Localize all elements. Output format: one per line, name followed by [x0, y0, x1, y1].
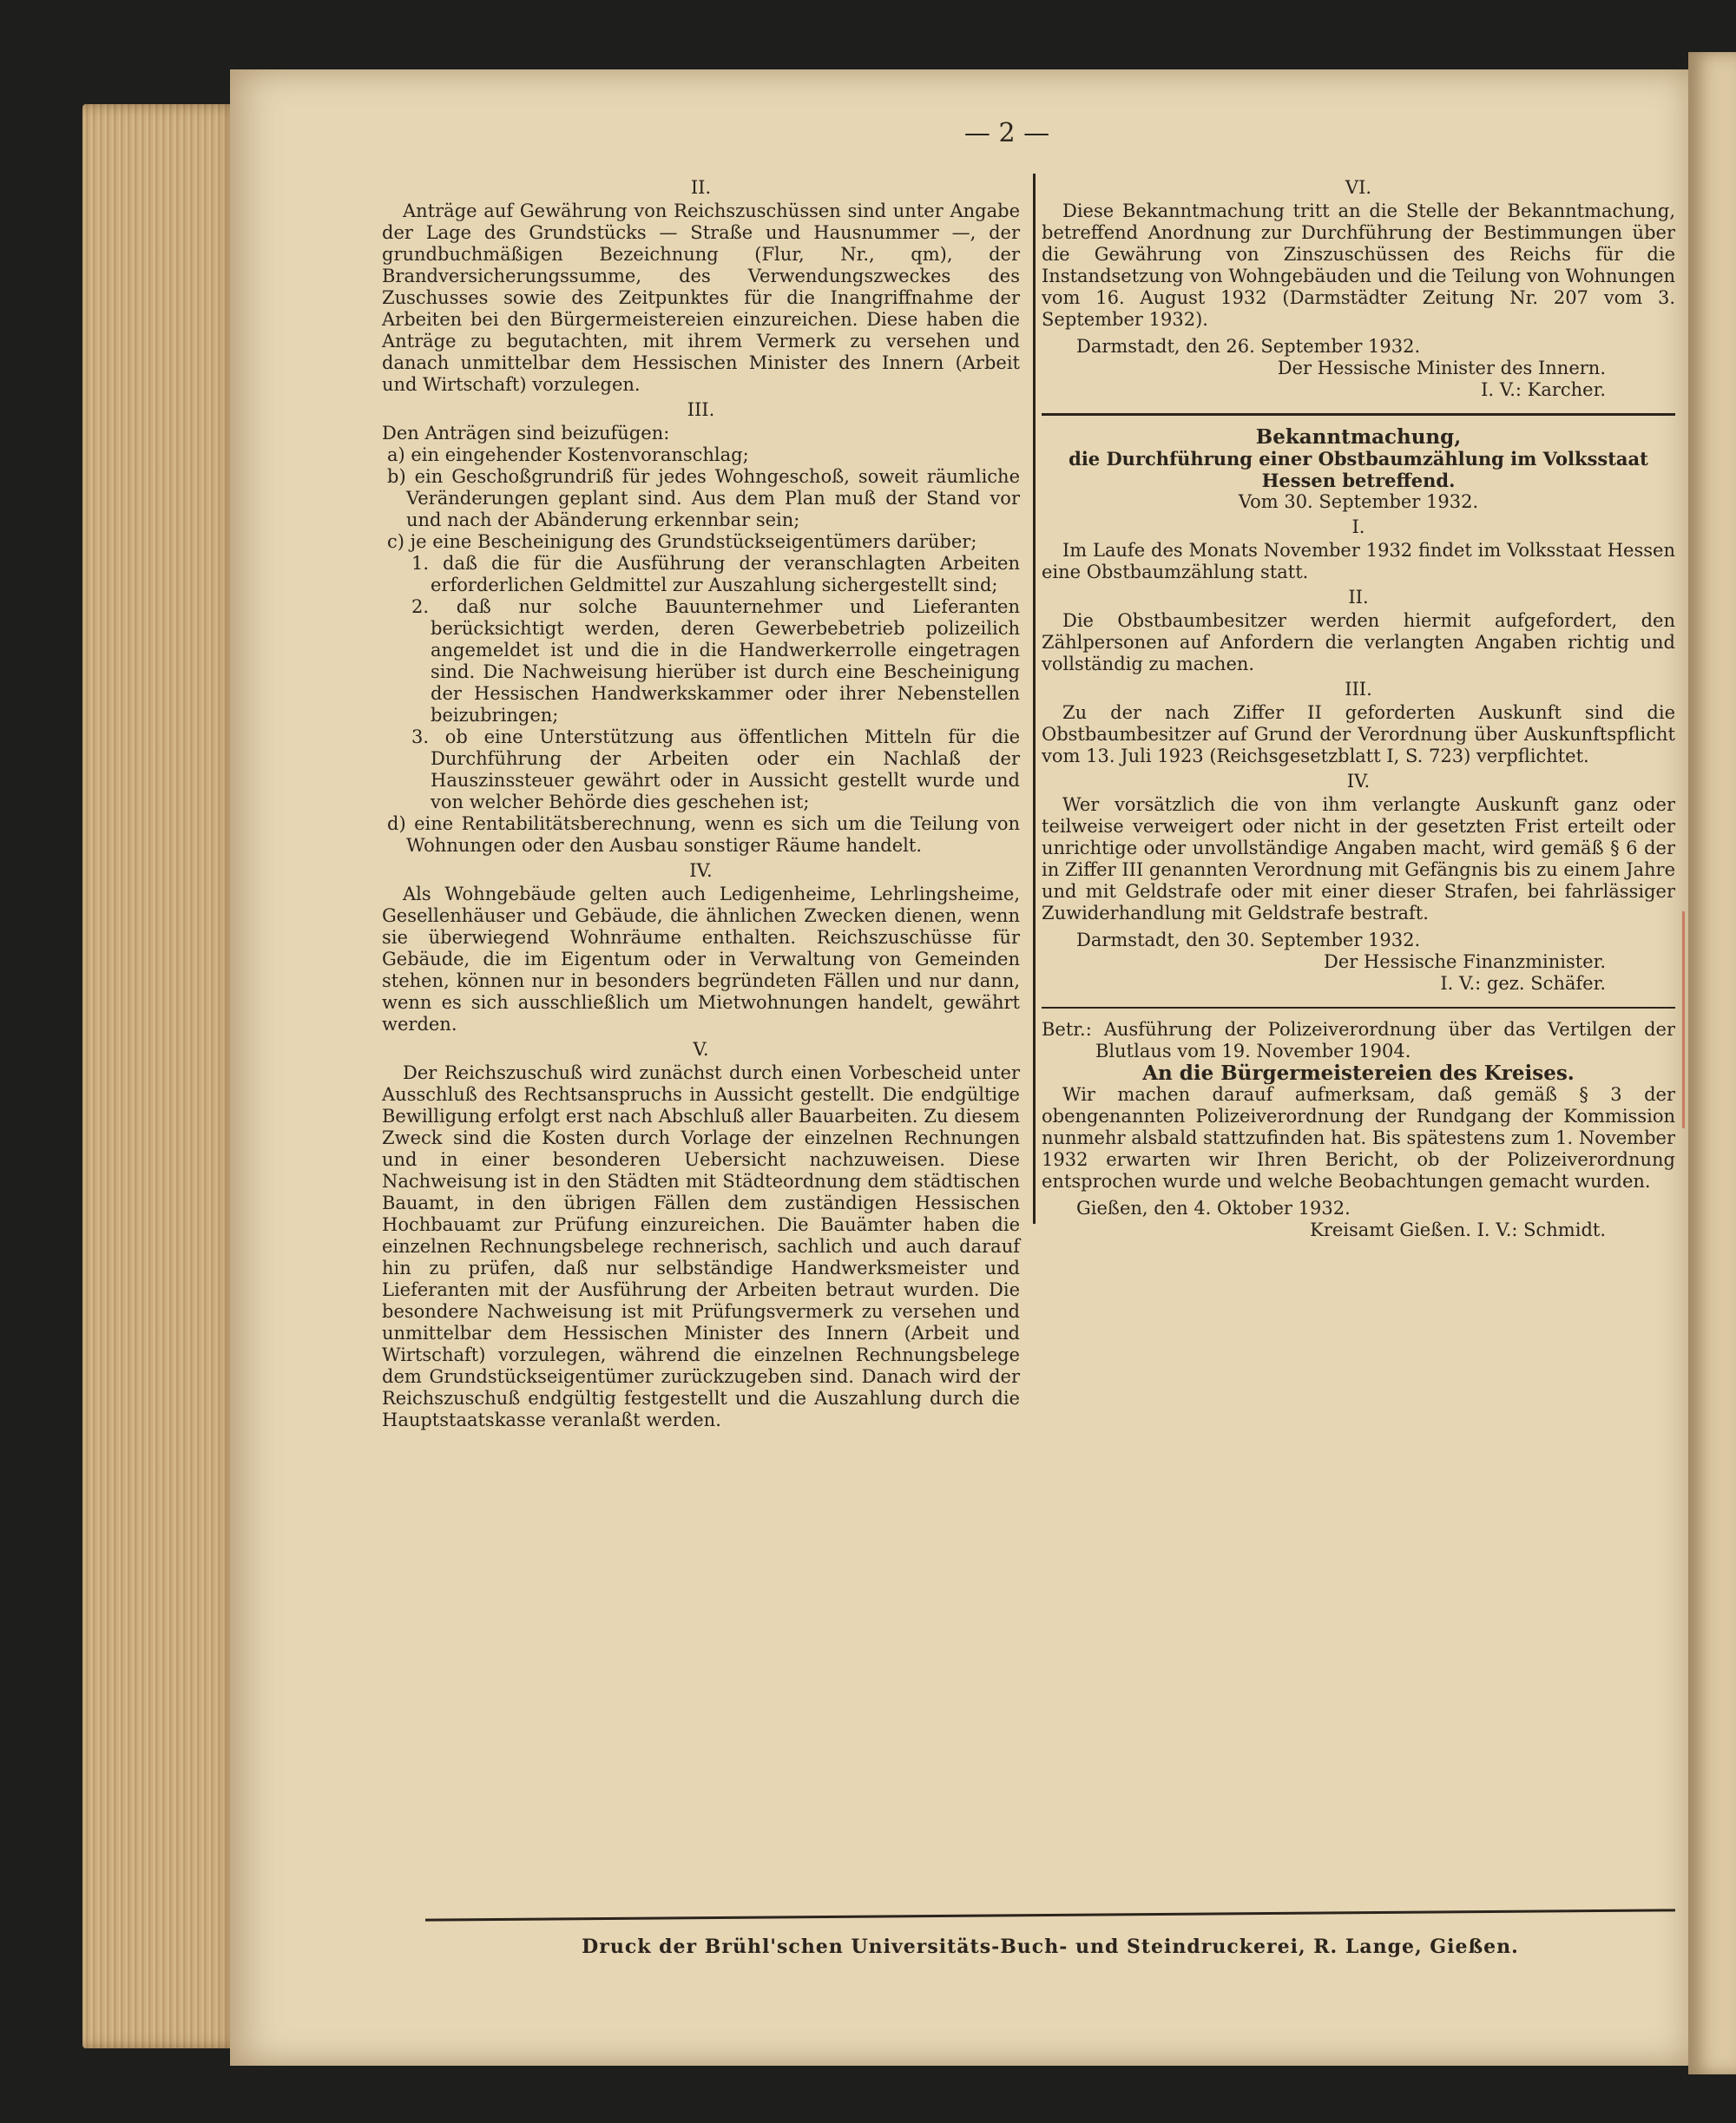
sub-list-item: 3. ob eine Unterstützung aus öffentlichen Mitteln für die Durchführung der Arbeiten oder ein Nachlaß der Hauszinssteuer gewährt oder in Aussicht gestellt wurde und von welcher Behörde dies geschehen ist; — [411, 726, 1020, 812]
section-number: III. — [1345, 679, 1372, 700]
column-divider — [1033, 174, 1036, 1224]
book-page-edges — [82, 104, 239, 2048]
notice-subheading: die Durchführung einer Obstbaumzählung im Volksstaat Hessen betreffend. — [1069, 448, 1648, 491]
section-intro: Den Anträgen sind beizufügen: — [382, 423, 670, 444]
section-number: II. — [1348, 587, 1369, 608]
facing-page-edge — [1688, 52, 1736, 2074]
signer-name: I. V.: gez. Schäfer. — [1440, 973, 1606, 994]
right-column — [1042, 174, 1675, 1241]
signer-name: I. V.: Karcher. — [1481, 379, 1606, 400]
section-number: III. — [687, 399, 715, 420]
section-number: I. — [1351, 516, 1365, 537]
sub-list-item: 2. daß nur solche Bauunternehmer und Lieferanten berücksichtigt werden, deren Gewerbebetrieb polizeilich angemeldet ist und die in die Handwerkerrolle eingetragen sind. Die Nachweisung hierüber ist durch eine Bescheinigung der Hessischen Handwerkskammer oder ihrer Nebenstellen beizubringen; — [411, 596, 1020, 726]
section-rule — [1042, 1007, 1675, 1009]
subject-line: Betr.: Ausführung der Polizeiverordnung über das Vertilgen der Blutlaus vom 19. November 1904. — [1042, 1019, 1675, 1062]
notice-heading: Bekanntmachung, — [1255, 425, 1462, 449]
signer-title: Der Hessische Finanzminister. — [1324, 951, 1606, 972]
addressee-heading: An die Bürgermeistereien des Kreises. — [1142, 1062, 1575, 1085]
list-item: d) eine Rentabilitätsberechnung, wenn es sich um die Teilung von Wohnungen oder den Ausbau sonstiger Räume handelt. — [387, 813, 1020, 856]
notice-date: Vom 30. September 1932. — [1238, 491, 1479, 512]
list-item: a) ein eingehender Kostenvoranschlag; — [387, 444, 749, 465]
section-text: Die Obstbaumbesitzer werden hiermit aufgefordert, den Zählpersonen auf Anfordern die verlangten Angaben richtig und vollständig zu machen. — [1042, 610, 1675, 674]
section-text: Zu der nach Ziffer II geforderten Auskunft sind die Obstbaumbesitzer auf Grund der Verordnung über Auskunftspflicht vom 13. Juli 1923 (Reichsgesetzblatt I, S. 723) verpflichtet. — [1042, 702, 1675, 766]
place-date: Darmstadt, den 30. September 1932. — [1076, 930, 1421, 950]
list-item: b) ein Geschoßgrundriß für jedes Wohngeschoß, soweit räumliche Veränderungen geplant sind. Aus dem Plan muß der Stand vor und nach der Abänderung erkennbar sein; — [387, 466, 1020, 530]
section-number: VI. — [1345, 177, 1372, 198]
section-text: Als Wohngebäude gelten auch Ledigenheime, Lehrlingsheime, Gesellenhäuser und Gebäude, die ähnlichen Zwecken dienen, wenn sie überwiegend Wohnräume enthalten. Reichszuschüsse für Gebäude, die im Eigentum oder in Verwaltung von Gemeinden stehen, können nur in besonders begründeten Fällen und nur dann, wenn es sich ausschließlich um Mietwohnungen handelt, gewährt werden. — [382, 884, 1020, 1035]
section-text: Im Laufe des Monats November 1932 findet im Volksstaat Hessen eine Obstbaumzählung statt. — [1042, 540, 1675, 582]
signer-title: Der Hessische Minister des Innern. — [1277, 358, 1606, 378]
left-column — [382, 174, 1020, 1431]
section-text: Anträge auf Gewährung von Reichszuschüssen sind unter Angabe der Lage des Grundstücks — Straße und Hausnummer —, der grundbuchmäßigen Bezeichnung (Flur, Nr., qm), der Brandversicherungssumme, des Verwendungszweckes des Zuschusses sowie des Zeitpunktes für die Inangriffnahme der Arbeiten bei den Bürgermeistereien einzureichen. Diese haben die Anträge zu begutachten, mit ihrem Vermerk zu versehen und danach unmittelbar dem Hessischen Minister des Innern (Arbeit und Wirtschaft) vorzulegen. — [382, 200, 1020, 395]
list-item: c) je eine Bescheinigung des Grundstückseigentümers darüber; — [387, 531, 977, 552]
section-number: V. — [693, 1039, 709, 1060]
sub-list-item: 1. daß die für die Ausführung der veranschlagten Arbeiten erforderlichen Geldmittel zur Auszahlung sichergestellt sind; — [411, 553, 1020, 595]
section-number: IV. — [1346, 771, 1371, 792]
printer-imprint: Druck der Brühl'schen Universitäts-Buch- und Steindruckerei, R. Lange, Gießen. — [582, 1936, 1519, 1958]
signer-name: Kreisamt Gießen. I. V.: Schmidt. — [1310, 1219, 1606, 1240]
place-date: Gießen, den 4. Oktober 1932. — [1076, 1198, 1351, 1219]
section-rule — [1042, 413, 1675, 416]
place-date: Darmstadt, den 26. September 1932. — [1076, 336, 1421, 357]
red-pencil-mark — [1682, 911, 1685, 1128]
section-number: IV. — [689, 860, 713, 881]
section-text: Wir machen darauf aufmerksam, daß gemäß § 3 der obengenannten Polizeiverordnung der Rundgang der Kommission nunmehr alsbald stattzufinden hat. Bis spätestens zum 1. November 1932 erwarten wir Ihren Bericht, ob der Polizeiverordnung entsprochen wurde und welche Beobachtungen gemacht wurden. — [1042, 1084, 1675, 1192]
section-number: II. — [690, 177, 712, 198]
section-text: Diese Bekanntmachung tritt an die Stelle der Bekanntmachung, betreffend Anordnung zur Durchführung der Bestimmungen über die Gewährung von Zinszuschüssen des Reichs für die Instandsetzung von Wohngebäuden und die Teilung von Wohnungen vom 16. August 1932 (Darmstädter Zeitung Nr. 207 vom 3. September 1932). — [1042, 200, 1675, 330]
section-text: Der Reichszuschuß wird zunächst durch einen Vorbescheid unter Ausschluß des Rechtsanspruchs in Aussicht gestellt. Die endgültige Bewilligung erfolgt erst nach Abschluß aller Bauarbeiten. Zu diesem Zweck sind die Kosten durch Vorlage der einzelnen Rechnungen und in einer besonderen Uebersicht nachzuweisen. Diese Nachweisung ist in den Städten mit Städteordnung dem städtischen Bauamt, in den übrigen Fällen dem zuständigen Hessischen Hochbauamt zur Prüfung einzureichen. Die Bauämter haben die einzelnen Rechnungsbelege rechnerisch, sachlich und auch darauf hin zu prüfen, daß nur selbständige Handwerksmeister und Lieferanten mit der Ausführung der Arbeiten betraut wurden. Die besondere Nachweisung ist mit Prüfungsvermerk zu versehen und unmittelbar dem Hessischen Minister des Innern (Arbeit und Wirtschaft) vorzulegen, während die einzelnen Rechnungsbelege dem Grundstückseigentümer zurückzugeben sind. Danach wird der Reichszuschuß endgültig festgestellt und die Auszahlung durch die Hauptstaatskasse veranlaßt werden. — [382, 1062, 1020, 1430]
section-text: Wer vorsätzlich die von ihm verlangte Auskunft ganz oder teilweise verweigert oder nicht in der gesetzten Frist erteilt oder unrichtige oder unvollständige Angaben macht, wird gemäß § 6 der in Ziffer III genannten Verordnung mit Gefängnis bis zu einem Jahre und mit Geldstrafe oder mit einer dieser Strafen, bei fahrlässiger Zuwiderhandlung mit Geldstrafe bestraft. — [1042, 794, 1675, 923]
page-number: — 2 — — [963, 118, 1050, 148]
